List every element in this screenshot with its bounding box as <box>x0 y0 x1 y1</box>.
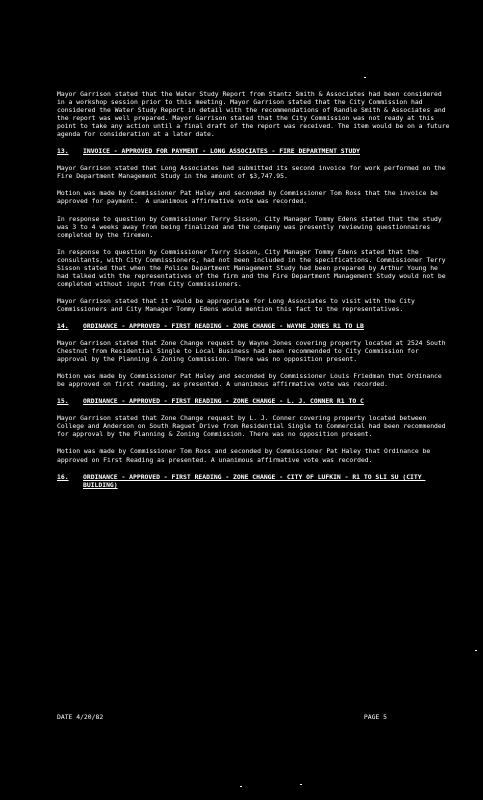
scan-speck <box>240 786 242 787</box>
scan-speck <box>475 650 477 651</box>
minutes-page <box>57 90 452 498</box>
scan-speck <box>300 784 302 785</box>
item-15-heading <box>57 397 452 405</box>
item-13-paragraph-5: Mayor Garrison stated that it would be appropriate for Long Associates to visit with the City Commissioners and City Manager Tommy Edens would mention this fact to the representatives. <box>57 296 419 313</box>
item-13-paragraph-4: In response to question by Commissioner Terry Sisson, City Manager Tommy Edens stated that the consultants, with City Commissioners, had not been included in the specifications. Commissioner Terry Sisson stated that when the Police Department Management Study had been prepared by Arthur Young he had talked with the representatives of the firm and the Fire Department Management Study would not be completed without input from City Commissioners. <box>57 247 450 288</box>
item-13-paragraph-1: Mayor Garrison stated that Long Associates had submitted its second invoice for work performed on the Fire Department Management Study in the amount of $3,747.95. <box>57 164 450 181</box>
item-title: ORDINANCE - APPROVED - FIRST READING - ZONE CHANGE - L. J. CONNER R1 TO C <box>83 397 364 406</box>
footer-date: DATE 4/20/82 <box>57 713 104 721</box>
item-13-paragraph-3: In response to question by Commissioner Terry Sisson, City Manager Tommy Edens stated that the study was 3 to 4 weeks away from being finalized and the company was presently reviewing questionnaires completed by the firemen. <box>57 214 446 239</box>
item-13-paragraph-2: Motion was made by Commissioner Pat Haley and seconded by Commissioner Tom Ross that the invoice be approved for payment. A unanimous affirmative vote was recorded. <box>57 189 442 206</box>
item-number: 15. <box>57 397 69 406</box>
item-14-paragraph-1: Mayor Garrison stated that Zone Change request by Wayne Jones covering property located at 2524 South Chestnut from Residential Single to Local Business had been recommended to City Commission for approval by the Planning & Zoning Commission. There was no opposition present. <box>57 339 450 364</box>
item-number: 14. <box>57 321 69 330</box>
item-15-paragraph-2: Motion was made by Commissioner Tom Ross and seconded by Commissioner Pat Haley that Ordinance be approved on First Reading as presented. A unanimous affirmative vote was recorded. <box>57 447 435 464</box>
item-15-paragraph-1: Mayor Garrison stated that Zone Change request by L. J. Conner covering property located between College and Anderson on South Raguet Drive from Residential Single to Commercial had been recommended for approval by the Planning & Zoning Commission. There was no opposition present. <box>57 414 450 439</box>
item-title: ORDINANCE - APPROVED - FIRST READING - ZONE CHANGE - WAYNE JONES R1 TO LB <box>83 321 364 330</box>
item-14-heading <box>57 322 452 330</box>
water-study-paragraph: Mayor Garrison stated that the Water Study Report from Stantz Smith & Associates had been considered in a workshop session prior to this meeting. Mayor Garrison stated that the City Commission had considered the Water Study Report in detail with the recommendations of Randle Smith & Associates and the report was well prepared. Mayor Garrison stated that the City Commission was not ready at this point to take any action until a final draft of the report was received. The item would be on a future agenda for consideration at a later date. <box>57 90 454 139</box>
item-16-heading <box>57 473 452 489</box>
item-number: 13. <box>57 147 69 156</box>
item-number: 16. <box>57 472 69 481</box>
scan-speck <box>364 77 366 78</box>
footer-page-number: PAGE 5 <box>363 713 387 721</box>
page-footer <box>57 713 387 721</box>
item-14-paragraph-2: Motion was made by Commissioner Pat Haley and seconded by Commissioner Louis Friedman that Ordinance be approved on first reading, as presented. A unanimous affirmative vote was recorded. <box>57 372 446 389</box>
item-13-heading <box>57 147 452 155</box>
item-title: ORDINANCE - APPROVED - FIRST READING - ZONE CHANGE - CITY OF LUFKIN - R1 TO SLI SU (CITY BUILDING) <box>83 472 426 489</box>
item-title: INVOICE - APPROVED FOR PAYMENT - LONG ASSOCIATES - FIRE DEPARTMENT STUDY <box>83 147 361 156</box>
